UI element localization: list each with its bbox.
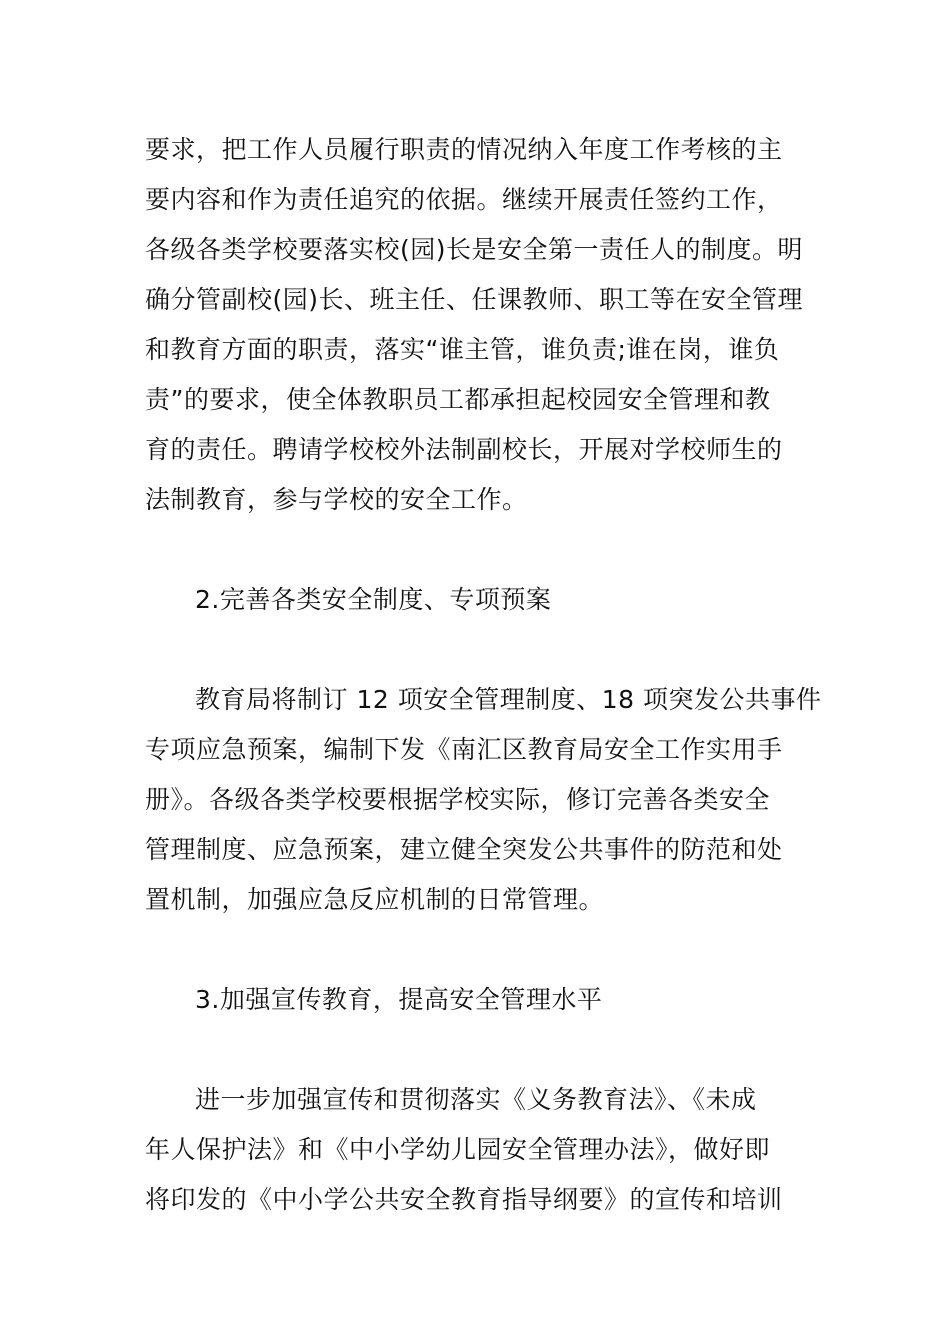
- paragraph-line: 要内容和作为责任追究的依据。继续开展责任签约工作，: [145, 185, 783, 214]
- paragraph-line: 要求，把工作人员履行职责的情况纳入年度工作考核的主: [145, 135, 783, 164]
- paragraph-line: 册》。各级各类学校要根据学校实际，修订完善各类安全: [145, 785, 771, 814]
- paragraph-line: 责”的要求，使全体教职员工都承担起校园安全管理和教: [145, 385, 771, 414]
- paragraph-line: 将印发的《中小学公共安全教育指导纲要》的宣传和培训: [145, 1185, 783, 1214]
- paragraph-line: 和教育方面的职责，落实“谁主管，谁负责;谁在岗，谁负: [145, 335, 780, 364]
- section-heading-3: 3.加强宣传教育，提高安全管理水平: [195, 985, 603, 1014]
- paragraph-line: 育的责任。聘请学校校外法制副校长，开展对学校师生的: [145, 435, 783, 464]
- paragraph-line: 各级各类学校要落实校(园)长是安全第一责任人的制度。明: [145, 235, 804, 264]
- paragraph-line: 专项应急预案，编制下发《南汇区教育局安全工作实用手: [145, 735, 783, 764]
- paragraph-line: 年人保护法》和《中小学幼儿园安全管理办法》，做好即: [145, 1135, 771, 1164]
- paragraph-line: 置机制，加强应急反应机制的日常管理。: [145, 885, 605, 914]
- section-heading-2: 2.完善各类安全制度、专项预案: [195, 585, 552, 614]
- paragraph-line: 管理制度、应急预案，建立健全突发公共事件的防范和处: [145, 835, 783, 864]
- paragraph-line: 进一步加强宣传和贯彻落实《义务教育法》、《未成: [195, 1085, 757, 1114]
- paragraph-line: 教育局将制订 12 项安全管理制度、18 项突发公共事件: [195, 685, 822, 714]
- paragraph-line: 法制教育，参与学校的安全工作。: [145, 485, 528, 514]
- paragraph-line: 确分管副校(园)长、班主任、任课教师、职工等在安全管理: [145, 285, 804, 314]
